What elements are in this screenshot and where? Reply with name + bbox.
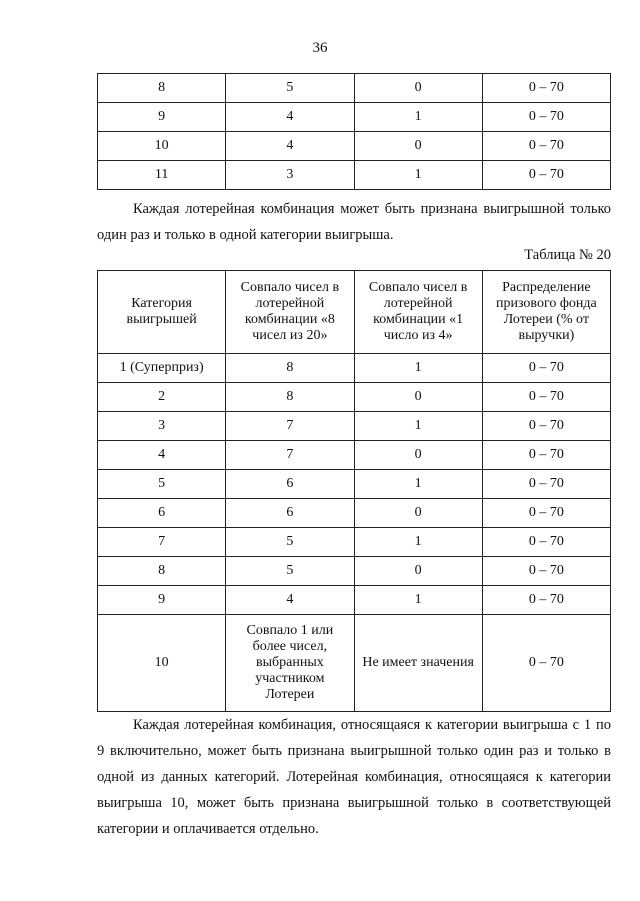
- table-header-row: [98, 271, 611, 354]
- table-row: [98, 103, 611, 132]
- table-row: [98, 161, 611, 190]
- page-number: 36: [312, 40, 328, 56]
- table-cell: Совпало 1 или более чисел, выбранных участником Лотереи: [226, 615, 354, 712]
- table-cell: 10: [98, 615, 226, 712]
- table-cell: 0: [354, 557, 482, 586]
- table-cell: 6: [226, 470, 354, 499]
- column-header: Совпало чисел в лотерейной комбинации «1 число из 4»: [354, 271, 482, 354]
- table-cell: 9: [98, 103, 226, 132]
- table-row: [98, 586, 611, 615]
- table-cell: 0 – 70: [482, 499, 610, 528]
- table-cell: 1: [354, 412, 482, 441]
- paragraph-single-category: [97, 196, 611, 248]
- table-cell: 0 – 70: [482, 161, 610, 190]
- table-cell: 7: [226, 441, 354, 470]
- table-row: [98, 470, 611, 499]
- table-cell: 4: [226, 586, 354, 615]
- table-cell: 7: [98, 528, 226, 557]
- table-row: [98, 354, 611, 383]
- table-row: [98, 412, 611, 441]
- table-row: [98, 615, 611, 712]
- table-cell: 1 (Суперприз): [98, 354, 226, 383]
- table-cell: 11: [98, 161, 226, 190]
- table-cell: 3: [226, 161, 354, 190]
- table-cell: 9: [98, 586, 226, 615]
- table-cell: 0 – 70: [482, 354, 610, 383]
- column-header: Категория выигрышей: [98, 271, 226, 354]
- table-cell: 1: [354, 161, 482, 190]
- table-cell: Не имеет значения: [354, 615, 482, 712]
- table-row: [98, 74, 611, 103]
- table-cell: 7: [226, 412, 354, 441]
- table-cell: 8: [226, 354, 354, 383]
- table-cell: 0 – 70: [482, 103, 610, 132]
- table-cell: 8: [226, 383, 354, 412]
- table-cell: 5: [226, 557, 354, 586]
- table-cell: 8: [98, 74, 226, 103]
- paragraph-text: Каждая лотерейная комбинация может быть признана выигрышной только один раз и только в одной категории выигрыша.: [97, 201, 611, 243]
- table-row: [98, 528, 611, 557]
- table-cell: 0 – 70: [482, 615, 610, 712]
- prize-table-continued: [97, 73, 611, 190]
- table-cell: 0 – 70: [482, 74, 610, 103]
- table-cell: 3: [98, 412, 226, 441]
- table-cell: 0: [354, 74, 482, 103]
- table-cell: 1: [354, 470, 482, 499]
- column-header: Совпало чисел в лотерейной комбинации «8 чисел из 20»: [226, 271, 354, 354]
- table-row: [98, 383, 611, 412]
- table-cell: 0: [354, 441, 482, 470]
- table-row: [98, 499, 611, 528]
- table-cell: 2: [98, 383, 226, 412]
- table-cell: 1: [354, 103, 482, 132]
- table-cell: 4: [226, 103, 354, 132]
- table-cell: 0: [354, 499, 482, 528]
- table-cell: 5: [226, 74, 354, 103]
- table-cell: 6: [226, 499, 354, 528]
- table-cell: 1: [354, 354, 482, 383]
- table-row: [98, 557, 611, 586]
- table-cell: 6: [98, 499, 226, 528]
- table-cell: 0 – 70: [482, 528, 610, 557]
- table-cell: 0 – 70: [482, 412, 610, 441]
- column-header: Распределение призового фонда Лотереи (% от выручки): [482, 271, 610, 354]
- table-cell: 1: [354, 528, 482, 557]
- table-cell: 4: [226, 132, 354, 161]
- table-cell: 8: [98, 557, 226, 586]
- table-cell: 0: [354, 132, 482, 161]
- table-cell: 1: [354, 586, 482, 615]
- table-caption: Таблица № 20: [524, 247, 611, 263]
- table-cell: 4: [98, 441, 226, 470]
- table-cell: 0 – 70: [482, 441, 610, 470]
- paragraph-text: Каждая лотерейная комбинация, относящаяся к категории выигрыша с 1 по 9 включительно, может быть признана выигрышной только один раз и только в одной из данных категорий. Лотерейная комбинация, относящаяся к категории выигрыша 10, может быть признана выигрышной только в соответствующей категории и оплачивается отдельно.: [97, 717, 611, 837]
- table-row: [98, 441, 611, 470]
- table-cell: 0 – 70: [482, 586, 610, 615]
- table-cell: 5: [98, 470, 226, 499]
- paragraph-category-rules: [97, 712, 611, 842]
- table-cell: 0 – 70: [482, 383, 610, 412]
- table-cell: 0 – 70: [482, 557, 610, 586]
- table-cell: 0: [354, 383, 482, 412]
- table-row: [98, 132, 611, 161]
- table-cell: 10: [98, 132, 226, 161]
- table-cell: 0 – 70: [482, 470, 610, 499]
- prize-table-20: [97, 270, 611, 712]
- table-cell: 0 – 70: [482, 132, 610, 161]
- table-cell: 5: [226, 528, 354, 557]
